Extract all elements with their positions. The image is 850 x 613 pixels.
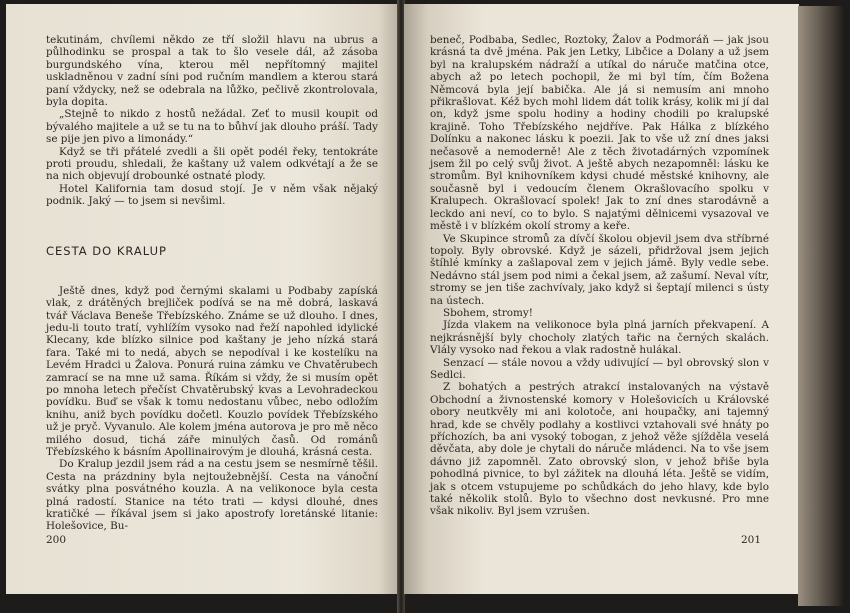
chapter-title: CESTA DO KRALUP [46, 243, 167, 258]
page-number-right: 201 [740, 534, 761, 546]
left-paragraph: Ještě dnes, když pod černými skalami u Podbaby zapíská vlak, z drátěných brejliček podívá se na mě dobrá, laskavá tvář Václava Beneše Třebízského. Známe se už dlouho. I dnes, jedu-li touto tratí, vyhlížím vysoko nad řeží napohled idylické Klecany, kde blízko silnice pod kaštany je jeho nízká stará fara. Také mi to nedá, abych se nepodíval i ke kostelíku na Levém Hradci u Žalova. Ponurá ruina zámku ve Chvatěrubech zamrací se na mne už sama. Říkám si vždy, že si musím opět po mnoha letech přečíst Chvatěrubský kvas a Levohradeckou povídku. Buď se však k tomu nedostanu vůbec, nebo odložím knihu, aniž bych povídku dočetl. Kouzlo povídek Třebízského už je pryč. Vyvanulo. Ale kolem jména autorova je pro mě něco milého dosud, tichá záře minulých časů. Od románů Třebízského k básním Apollinairovým je dlouhá, krásná cesta. [46, 284, 378, 458]
right-paragraph: Ve Skupince stromů za dívčí školou objevil jsem dva stříbrné topoly. Byly obrovské. Když je sázeli, přidržoval jsem jejich štíhlé kmínky a zašlapoval zem v jejich jámě. Byly vedle sebe. Nedávno stál jsem pod nimi a čekal jsem, až zašumí. Neval vítr, stromy se jen tiše zachvívaly, jako když si šeptají milenci s ústy na ústech. [430, 232, 769, 307]
page-number-left: 200 [46, 534, 67, 546]
left-paragraph: Do Kralup jezdil jsem rád a na cestu jsem se nesmírně těšil. Cesta na prázdniny byla nejtoužebnější. Cesta na vánoční svátky plna posvátného kouzla. A na velikonoce byla cesta plná radostí. Stanice na této trati — kdysi dlouhé, dnes kratičké — říkával jsem si jako apostrofy loretánské litanie: Holešovice, Bu- [46, 458, 378, 533]
right-page [404, 4, 799, 594]
right-paragraph: Senzací — stále novou a vždy udivující — byl obrovský slon v Sedlci. [430, 356, 769, 381]
right-paragraph: Sbohem, stromy! [443, 306, 533, 319]
right-paragraph: Jízda vlakem na velikonoce byla plná jarních překvapení. A nejkrásnější byly chocholy zlatých tařic na černých skalách. Vlály vysoko nad řekou a vlak radostně hulákal. [430, 319, 769, 357]
left-paragraph: tekutinám, chvílemi někdo ze tří složil hlavu na ubrus a půlhodinku se prospal a tak to šlo vesele dál, až zásoba burgundského vína, kterou měl nepřítomný majitel uskladněnou v zadní síni pod ručním mandlem a kterou stará paní vždycky, než se odebrala na lůžko, pečlivě zkontrolovala, byla dopita. [46, 34, 378, 109]
left-paragraph: „Stejně to nikdo z hostů nežádal. Zeť to musil koupit od bývalého majitele a už se tu na to bůhví jak dlouho práší. Tady se pije jen pivo a limonády.“ [46, 108, 378, 146]
left-page [6, 4, 398, 594]
right-paragraph: Z bohatých a pestrých atrakcí instalovaných na výstavě Obchodní a živnostenské komory v Holešovicích u Královské obory neutkvěly mi ani kolotoče, ani houpačky, ani tajemný hrad, kde se chvěly podlahy a kostlivci vztahovali své hnáty po příchozích, ba ani vysoký tobogan, z jehož věže sjížděla veselá děvčata, aby dole je chytali do náruče mládenci. Na to vše jsem dávno již zapomněl. Zato obrovský slon, v jehož břiše byla pohodlná pivnice, to byl zážitek na dlouhá léta. Ještě se vidím, jak s otcem vstupujeme po schůdkách do jeho hlavy, kde bylo také několik stolů. Bylo to všechno dost nevkusné. Pro mne však nikoliv. Byl jsem vzrušen. [430, 381, 769, 518]
page-edges [798, 6, 844, 606]
left-paragraph: Když se tři přátelé zvedli a šli opět podél řeky, tentokráte proti proudu, shledali, že kaštany už valem odkvétají a že se na nich objevují drobounké ostnaté plody. [46, 145, 378, 183]
right-paragraph: beneč, Podbaba, Sedlec, Roztoky, Žalov a Podmoráň — jak jsou krásná ta dvě jména. Pak jen Letky, Libčice a Dolany a už jsem byl na kralupském nádraží a utíkal do náruče matčina otce, abych až po letech pochopil, že mi byl tím, čím Božena Němcová byla její babička. Ale já si nemusím ani mnoho přikrašlovat. Kéž bych mohl lidem dát tolik krásy, kolik mi jí dal on, když jsme spolu hodiny a hodiny chodili po kralupské krajině. Toho Třebízského nejdříve. Pak Hálka z blízkého Dolínku a nakonec lásku k poezii. Jak to vše už zní dnes jaksi nečasově a nemoderně! Ale z těch životadárných vzpomínek jsem žil po celý svůj život. A ještě abych nezapomněl: lásku ke stromům. Byl knihovníkem kdysi chudé městské knihovny, ale současně byl i vedoucím členem Okrašlovacího spolku v Kralupech. Okrašlovací spolek! Jak to zní dnes starodávně a leckdo ani neví, co to bylo. S najatými dělnicemi vysazoval ve městě i v blízkém okolí stromy a keře. [430, 34, 769, 233]
left-paragraph: Hotel Kalifornia tam dosud stojí. Je v něm však nějaký podnik. Jaký — to jsem si nevšiml. [46, 182, 378, 208]
